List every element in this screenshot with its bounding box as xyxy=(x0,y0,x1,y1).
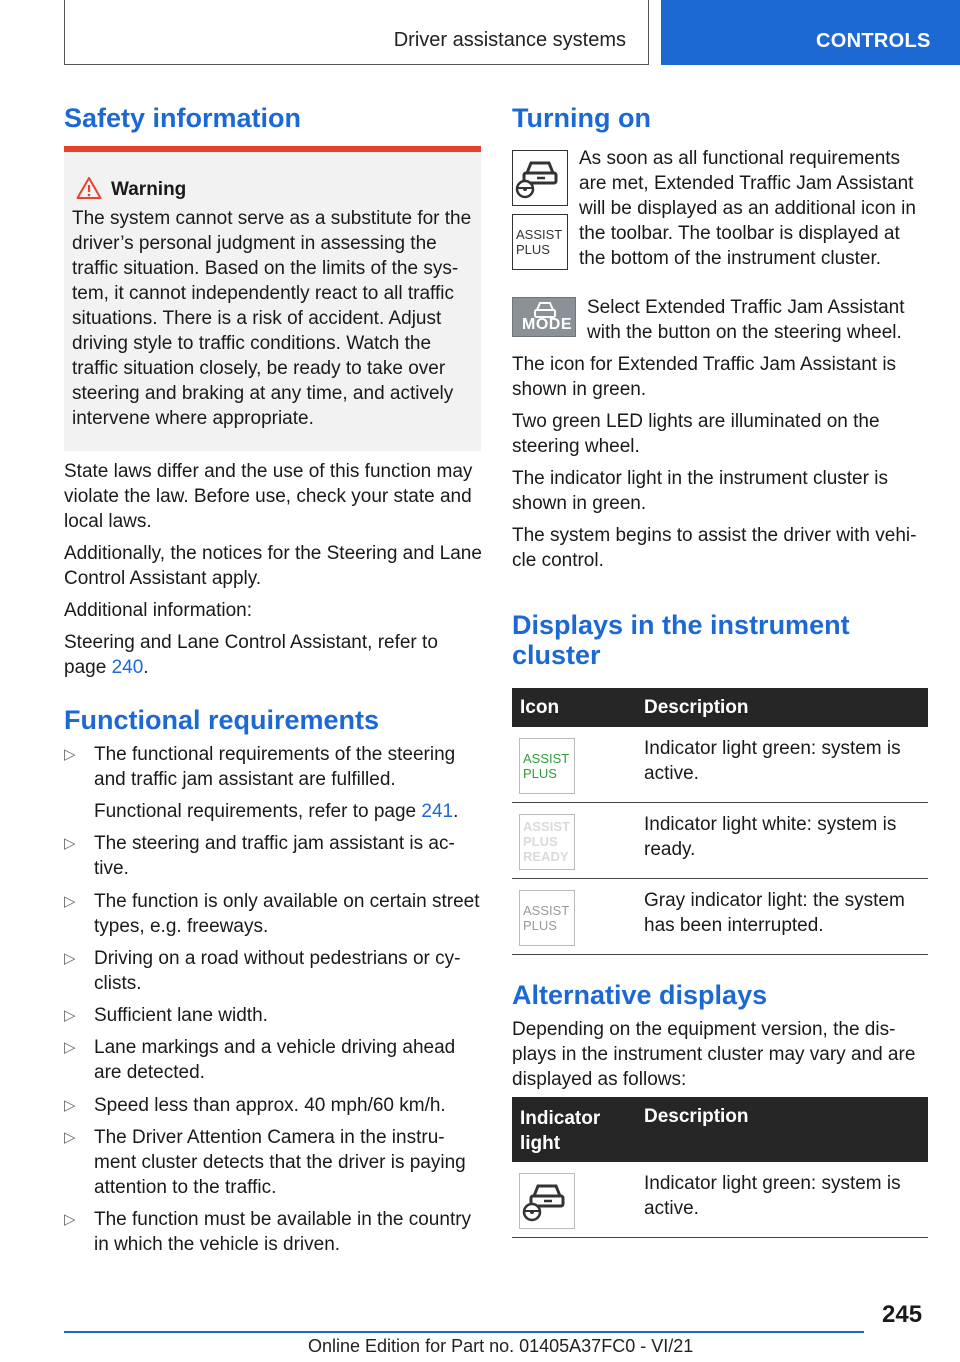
bullet-marker: ▷ xyxy=(64,1097,76,1114)
additional-info-label: Additional information: xyxy=(64,600,252,621)
row-description: Indicator light green: system is active. xyxy=(644,1173,901,1219)
indicator-header-line1: Indicator xyxy=(520,1108,601,1129)
row-description: Gray indicator light: the system has been interrupted. xyxy=(644,890,905,936)
assist-plus-icon xyxy=(512,214,568,270)
assist-plus-ready-white-icon xyxy=(519,814,575,870)
warning-triangle-icon xyxy=(76,176,102,200)
turning-on-heading: Turning on xyxy=(512,103,651,133)
safety-information-heading: Safety information xyxy=(64,103,302,133)
traffic-jam-green-icon xyxy=(519,1173,575,1229)
notices-paragraph: Additionally, the notices for the Steering and Lane Control Assistant apply. xyxy=(64,543,482,589)
table-row xyxy=(512,1162,928,1238)
plus-label: PLUS xyxy=(523,918,557,933)
displays-heading-line1: Displays in the instrument xyxy=(512,610,850,640)
assist-label: ASSIST xyxy=(516,227,563,242)
footer-divider xyxy=(64,1331,864,1333)
bullet-marker: ▷ xyxy=(64,1039,76,1056)
list-item-text: The Driver Attention Camera in the instru-ment cluster detects that the driver is paying attention to the traffic. xyxy=(94,1127,466,1198)
table-header xyxy=(512,688,928,727)
requirements-reference-text: Functional requirements, refer to page xyxy=(94,801,417,822)
alternative-displays-heading: Alternative displays xyxy=(512,980,768,1010)
page-link-241[interactable]: 241 xyxy=(421,801,454,822)
warning-title: Warning xyxy=(111,179,187,200)
table-header xyxy=(512,1097,928,1162)
table-row xyxy=(512,879,928,955)
warning-text: The system cannot serve as a substitute for the driver’s personal judgment in assessing the traffic situation. Based on the limits of the sys-tem, it cannot independently react to all traffic situations. There is a risk of accident. Adjust driving style to traffic conditions. Watch the traffic situation closely, be ready to take over steering and braking at any time, and actively intervene where appropriate. xyxy=(72,208,472,429)
steering-reference xyxy=(64,630,482,680)
list-item-text: The function is only available on certain street types, e.g. freeways. xyxy=(94,891,480,937)
column-header-icon: Icon xyxy=(520,697,560,718)
ready-label: READY xyxy=(523,849,569,864)
assist-plus-gray-icon xyxy=(519,890,575,946)
assist-label: ASSIST xyxy=(523,903,570,918)
mode-button-icon xyxy=(512,297,576,337)
led-paragraph: Two green LED lights are illuminated on the steering wheel. xyxy=(512,411,880,457)
indicator-paragraph: The indicator light in the instrument cluster is shown in green. xyxy=(512,468,888,514)
table-row xyxy=(512,727,928,803)
icon-green-paragraph: The icon for Extended Traffic Jam Assistant is shown in green. xyxy=(512,354,897,400)
bullet-marker: ▷ xyxy=(64,950,76,967)
assist-label: ASSIST xyxy=(523,819,570,834)
table-row xyxy=(512,803,928,879)
assist-plus-green-icon xyxy=(519,738,575,794)
list-item-text: Sufficient lane width. xyxy=(94,1005,268,1026)
bullet-marker: ▷ xyxy=(64,1211,76,1228)
bullet-marker: ▷ xyxy=(64,1129,76,1146)
row-description: Indicator light white: system is ready. xyxy=(644,814,897,860)
chapter-tab-label: CONTROLS xyxy=(816,30,931,52)
bullet-marker: ▷ xyxy=(64,1007,76,1024)
list-item-text: Driving on a road without pedestrians or cy-clists. xyxy=(94,948,461,994)
bullet-marker: ▷ xyxy=(64,746,76,763)
list-item-text: The function must be available in the country in which the vehicle is driven. xyxy=(94,1209,472,1255)
column-header-indicator xyxy=(520,1106,600,1156)
header-section-box xyxy=(64,0,649,65)
select-text: Select Extended Traffic Jam Assistant with the button on the steering wheel. xyxy=(587,297,905,343)
turning-on-text: As soon as all functional requirements are met, Extended Traffic Jam Assistant will be displayed as an additional icon in the toolbar. The toolbar is displayed at the bottom of the instrument cluster. xyxy=(579,148,916,269)
footer-edition: Online Edition for Part no. 01405A37FC0 - VI/21 xyxy=(308,1336,694,1356)
plus-label: PLUS xyxy=(523,766,557,781)
mode-label: MODE xyxy=(522,316,572,333)
requirements-reference xyxy=(94,799,482,824)
law-paragraph: State laws differ and the use of this function may violate the law. Before use, check your state and local laws. xyxy=(64,461,473,532)
plus-label: PLUS xyxy=(523,834,558,849)
list-item-text: Lane markings and a vehicle driving ahead are detected. xyxy=(94,1037,456,1083)
alternative-displays-text: Depending on the equipment version, the dis-plays in the instrument cluster may vary and are displayed as follows: xyxy=(512,1019,916,1090)
displays-heading-line2: cluster xyxy=(512,640,601,670)
indicator-header-line2: light xyxy=(520,1133,561,1154)
traffic-jam-assistant-icon xyxy=(512,150,568,206)
warning-box xyxy=(64,146,481,451)
plus-label: PLUS xyxy=(516,242,550,257)
column-header-description: Description xyxy=(644,697,749,718)
list-item-text: The steering and traffic jam assistant is ac-tive. xyxy=(94,833,455,879)
steering-reference-text: Steering and Lane Control Assistant, refer to page xyxy=(64,632,438,678)
requirements-reference-end: . xyxy=(453,801,459,822)
page-link-240[interactable]: 240 xyxy=(111,657,144,678)
assist-paragraph: The system begins to assist the driver with vehi-cle control. xyxy=(512,525,917,571)
section-title: Driver assistance systems xyxy=(393,29,626,51)
page-number: 245 xyxy=(882,1301,923,1328)
assist-label: ASSIST xyxy=(523,751,570,766)
steering-reference-end: . xyxy=(143,657,149,678)
functional-requirements-heading: Functional requirements xyxy=(64,705,380,735)
column-header-description: Description xyxy=(644,1106,749,1127)
bullet-marker: ▷ xyxy=(64,893,76,910)
row-description: Indicator light green: system is active. xyxy=(644,738,901,784)
list-item-text: The functional requirements of the steering and traffic jam assistant are fulfilled. xyxy=(94,744,456,790)
bullet-marker: ▷ xyxy=(64,835,76,852)
list-item-text: Speed less than approx. 40 mph/60 km/h. xyxy=(94,1095,446,1116)
